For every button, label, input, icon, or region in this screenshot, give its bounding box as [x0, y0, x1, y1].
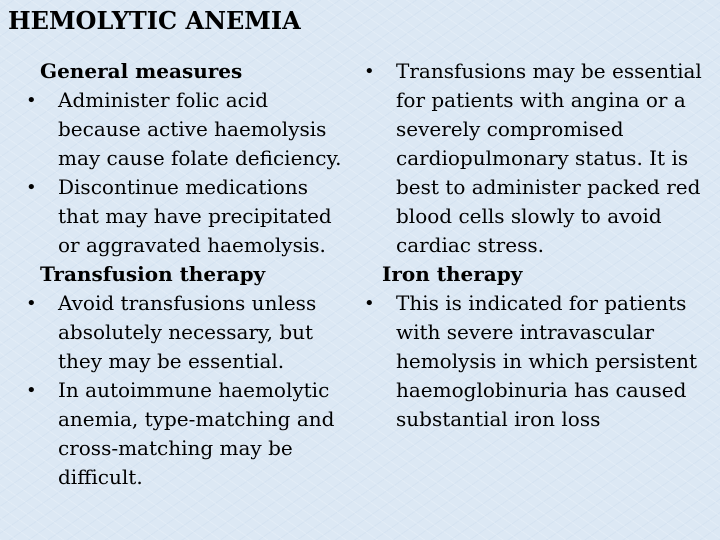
slide-title: HEMOLYTIC ANEMIA — [8, 6, 301, 35]
bullet-icon: • — [364, 293, 375, 314]
bullet-item — [362, 289, 714, 434]
bullet-item — [24, 289, 354, 376]
iron-therapy-heading: Iron therapy — [382, 262, 523, 286]
bullet-text: Discontinue medications that may have precipitated or aggravated haemolysis. — [58, 175, 332, 257]
bullet-icon: • — [26, 177, 37, 198]
bullet-icon: • — [26, 90, 37, 111]
bullet-text: Avoid transfusions unless absolutely necessary, but they may be essential. — [58, 291, 317, 373]
bullet-item — [24, 86, 354, 173]
bullet-text: In autoimmune haemolytic anemia, type-matching and cross-matching may be difficult. — [58, 378, 335, 489]
left-column — [24, 57, 354, 492]
bullet-icon: • — [26, 380, 37, 401]
bullet-item — [362, 57, 714, 260]
transfusion-therapy-heading: Transfusion therapy — [40, 262, 266, 286]
general-measures-heading: General measures — [40, 59, 243, 83]
bullet-text: Transfusions may be essential for patients with angina or a severely compromised cardiopulmonary status. It is best to administer packed red blood cells slowly to avoid cardiac stress. — [396, 59, 702, 257]
bullet-item — [24, 376, 354, 492]
bullet-item — [24, 173, 354, 260]
bullet-text: This is indicated for patients with severe intravascular hemolysis in which persistent haemoglobinuria has caused substantial iron loss — [396, 291, 698, 431]
bullet-icon: • — [364, 61, 375, 82]
bullet-icon: • — [26, 293, 37, 314]
bullet-text: Administer folic acid because active haemolysis may cause folate deficiency. — [58, 88, 342, 170]
right-column — [362, 57, 714, 434]
